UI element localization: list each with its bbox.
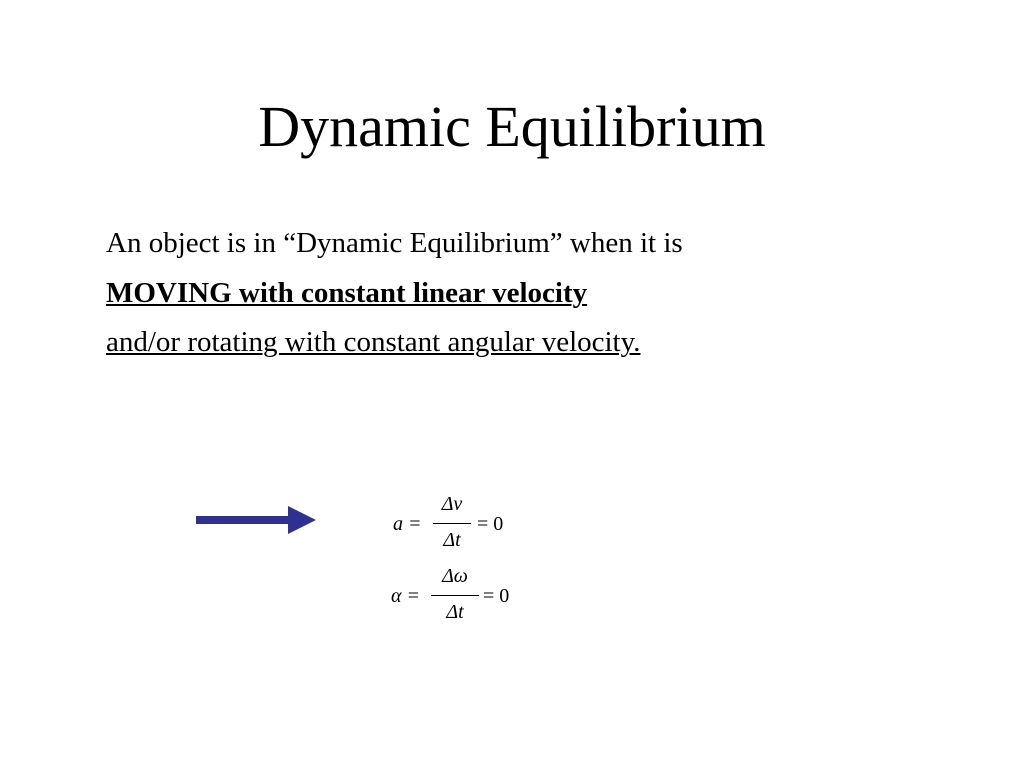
equation-denominator: Δt [443,529,461,551]
equation-denominator: Δt [446,601,464,623]
equation-lhs: a = [393,513,422,535]
equation-rhs: = 0 [483,585,510,607]
definition-line-3: and/or rotating with constant angular velocity. [106,326,641,358]
fraction-bar [431,595,479,596]
equation-numerator: Δv [441,493,463,515]
equation-numerator: Δω [442,565,468,587]
definition-line-1: An object is in “Dynamic Equilibrium” when it is [106,227,683,259]
definition-line-2: MOVING with constant linear velocity [106,277,588,309]
angular-acceleration-equation [391,566,531,626]
fraction-bar [433,523,471,524]
linear-acceleration-equation [393,494,523,554]
equation-rhs: = 0 [477,513,504,535]
slide-title: Dynamic Equilibrium [258,94,766,159]
right-arrow-icon [196,506,316,534]
equation-lhs: α = [391,585,420,607]
